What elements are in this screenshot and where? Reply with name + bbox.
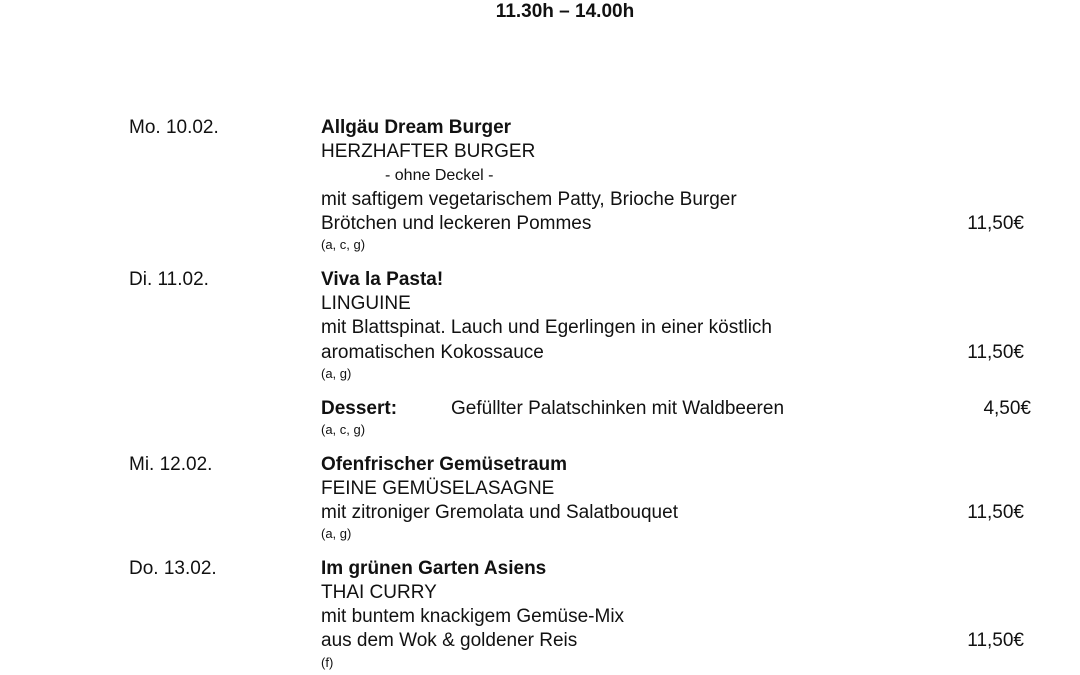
day-date: Do. 13.02. [129,558,217,579]
dish-title: Allgäu Dream Burger [321,117,512,138]
dish-description-line-1: mit Blattspinat. Lauch und Egerlingen in einer köstlich [321,317,772,338]
dish-description-line-1: mit saftigem vegetarischem Patty, Brioche Burger [321,189,737,210]
dish-subtitle: HERZHAFTER BURGER [321,141,536,162]
dish-subtitle: THAI CURRY [321,582,437,603]
dish-title: Viva la Pasta! [321,269,444,290]
day-date: Di. 11.02. [129,269,209,290]
dish-description-line-2: aus dem Wok & goldener Reis [321,630,578,651]
dessert-price: 4,50€ [983,398,1031,419]
dish-subtitle: FEINE GEMÜSELASAGNE [321,478,555,499]
day-date: Mo. 10.02. [129,117,219,138]
dish-note: - ohne Deckel - [385,167,494,184]
dish-price: 11,50€ [967,213,1024,234]
dish-title: Ofenfrischer Gemüsetraum [321,454,568,475]
dish-title: Im grünen Garten Asiens [321,558,547,579]
dish-description-line-1: mit zitroniger Gremolata und Salatbouquet [321,502,678,523]
allergen-codes: (a, g) [321,526,352,541]
allergen-codes: (a, c, g) [321,422,366,437]
day-date: Mi. 12.02. [129,454,213,475]
dish-price: 11,50€ [967,502,1024,523]
dessert-description: Gefüllter Palatschinken mit Waldbeeren [451,398,785,419]
dish-price: 11,50€ [967,630,1024,651]
allergen-codes: (a, c, g) [321,237,366,252]
serving-hours: 11.30h – 14.00h [495,1,635,22]
dish-subtitle: LINGUINE [321,293,411,314]
dish-price: 11,50€ [967,342,1024,363]
dish-description-line-2: Brötchen und leckeren Pommes [321,213,592,234]
allergen-codes: (f) [321,655,334,670]
allergen-codes: (a, g) [321,366,352,381]
dish-description-line-2: aromatischen Kokossauce [321,342,544,363]
dish-description-line-1: mit buntem knackigem Gemüse-Mix [321,606,625,627]
dessert-label: Dessert: [321,398,398,419]
